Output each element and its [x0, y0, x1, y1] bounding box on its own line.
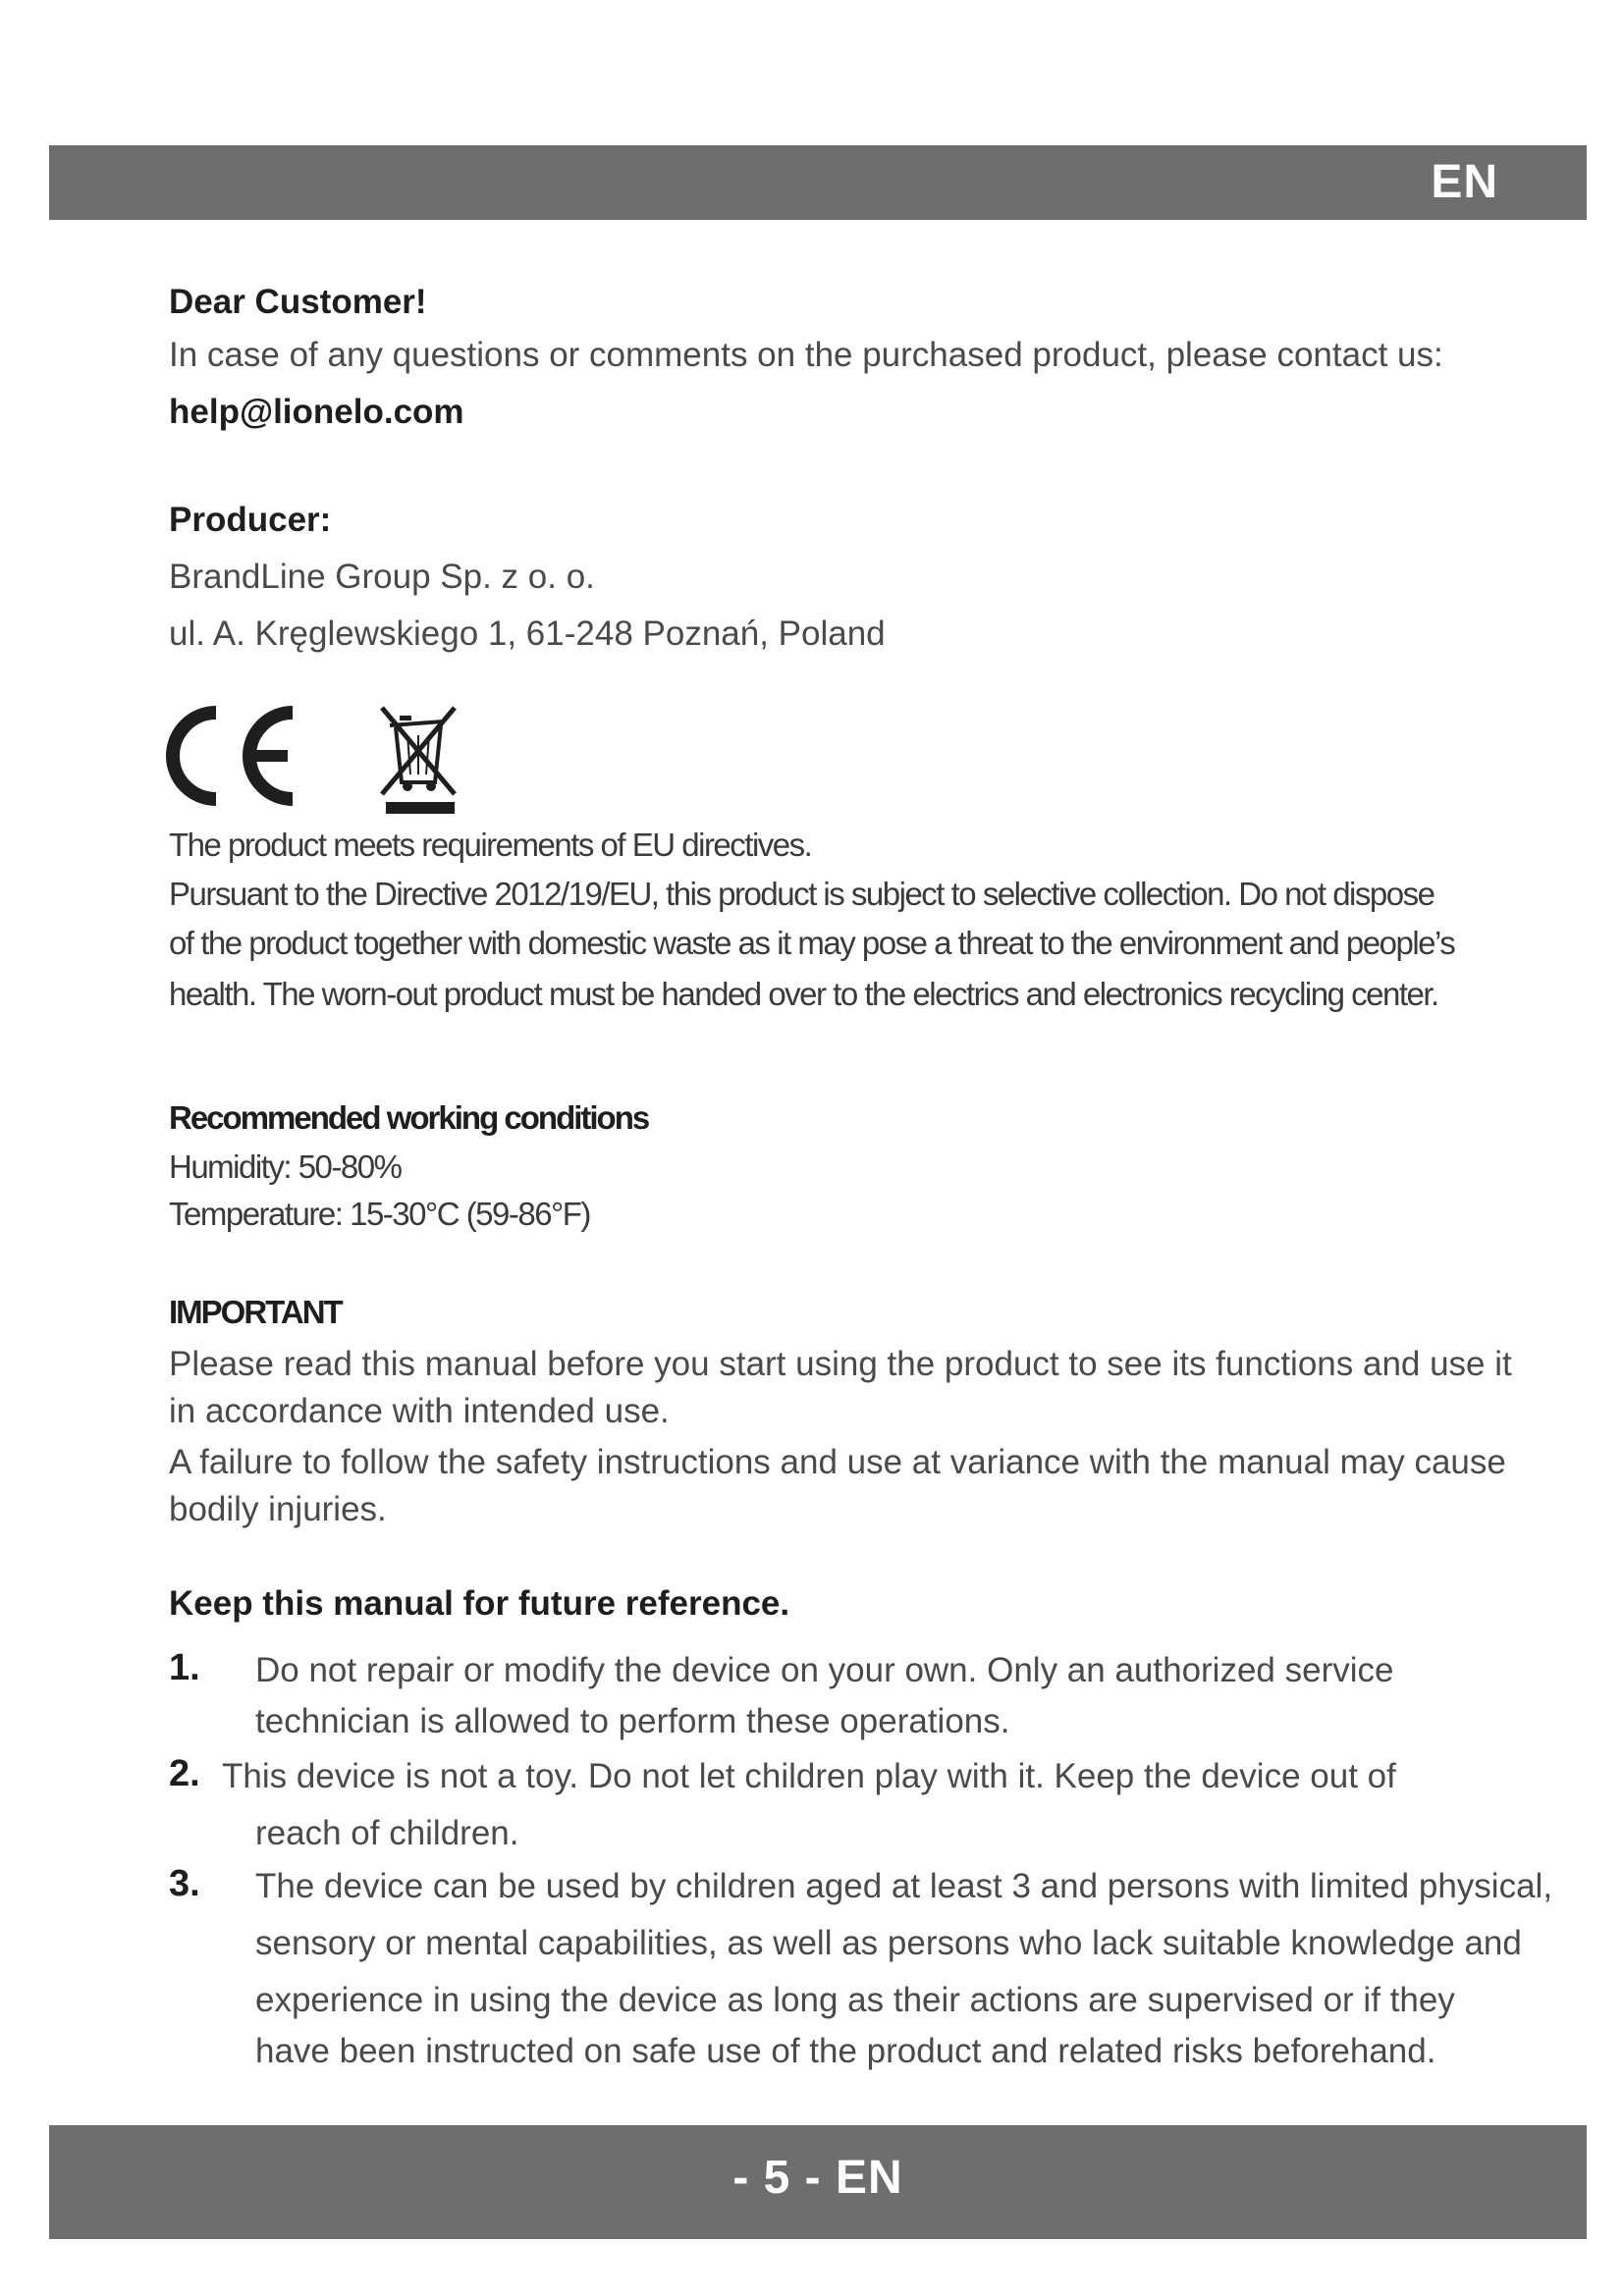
- producer-name: BrandLine Group Sp. z o. o.: [169, 558, 595, 596]
- important-heading: IMPORTANT: [169, 1294, 342, 1330]
- important-line-3: A failure to follow the safety instructions and use at variance with the manual may cause: [169, 1443, 1506, 1481]
- header-bar: [49, 145, 1587, 220]
- list-number: 2.: [169, 1753, 200, 1794]
- greeting-heading: Dear Customer!: [169, 283, 427, 321]
- keep-manual-heading: Keep this manual for future reference.: [169, 1584, 790, 1623]
- support-email[interactable]: help@lionelo.com: [169, 393, 464, 431]
- producer-heading: Producer:: [169, 501, 332, 539]
- list-item-line: technician is allowed to perform these operations.: [255, 1702, 1010, 1740]
- list-item-line: Do not repair or modify the device on your own. Only an authorized service: [255, 1651, 1394, 1689]
- contact-text: In case of any questions or comments on the purchased product, please contact us:: [169, 336, 1443, 374]
- weee-bin-icon: [378, 702, 461, 815]
- footer-bar: [49, 2125, 1587, 2239]
- list-item-line: reach of children.: [255, 1814, 519, 1852]
- compliance-line-2: Pursuant to the Directive 2012/19/EU, this product is subject to selective collection. Do not dispose: [169, 876, 1435, 912]
- compliance-line-4: health. The worn-out product must be handed over to the electrics and electronics recycling center.: [169, 976, 1438, 1012]
- list-item-line: This device is not a toy. Do not let children play with it. Keep the device out of: [222, 1757, 1396, 1795]
- conditions-heading: Recommended working conditions: [169, 1099, 649, 1136]
- ce-mark-icon: [165, 705, 302, 807]
- list-item-line: The device can be used by children aged at least 3 and persons with limited physical,: [255, 1867, 1553, 1905]
- temperature-value: Temperature: 15-30°C (59-86°F): [169, 1196, 590, 1232]
- important-line-2: in accordance with intended use.: [169, 1392, 670, 1430]
- list-item-line: have been instructed on safe use of the product and related risks beforehand.: [255, 2032, 1436, 2070]
- important-line-4: bodily injuries.: [169, 1490, 387, 1528]
- list-item-line: sensory or mental capabilities, as well as persons who lack suitable knowledge and: [255, 1924, 1522, 1962]
- producer-address: ul. A. Kręglewskiego 1, 61-248 Poznań, Poland: [169, 614, 886, 653]
- language-label: EN: [1431, 156, 1498, 208]
- list-number: 3.: [169, 1863, 200, 1904]
- list-item-line: experience in using the device as long as their actions are supervised or if they: [255, 1981, 1455, 2019]
- compliance-line-1: The product meets requirements of EU directives.: [169, 827, 812, 863]
- important-line-1: Please read this manual before you start using the product to see its functions and use it: [169, 1345, 1512, 1383]
- page-number: - 5 - EN: [732, 2152, 903, 2204]
- humidity-value: Humidity: 50-80%: [169, 1148, 402, 1185]
- list-number: 1.: [169, 1647, 200, 1688]
- compliance-line-3: of the product together with domestic waste as it may pose a threat to the environment and people’s: [169, 925, 1455, 961]
